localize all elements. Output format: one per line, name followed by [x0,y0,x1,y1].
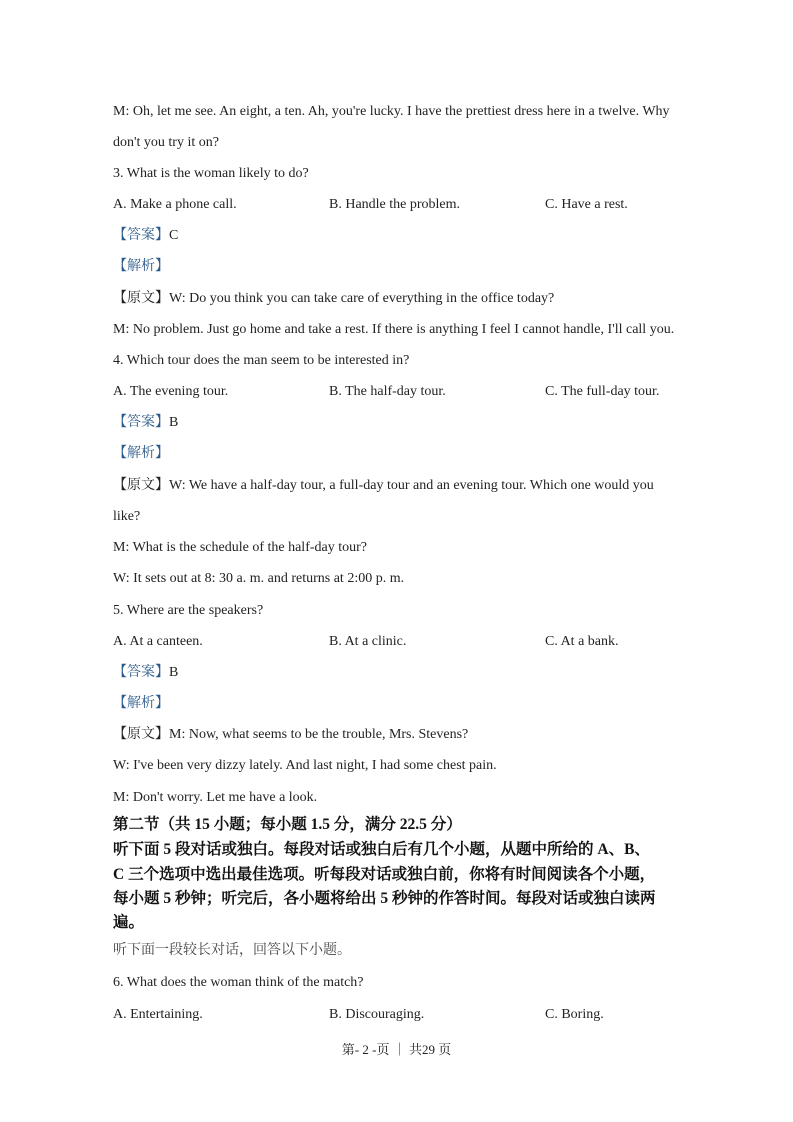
analysis-tag: 【解析】 [113,259,169,274]
option-a: A. Entertaining. [113,1007,203,1022]
section-heading: 第二节（共 15 小题；每小题 1.5 分，满分 22.5 分） [113,816,462,833]
answer-value: B [169,665,179,680]
answer-tag: 【答案】 [113,665,169,680]
option-c: C. Boring. [545,1007,604,1022]
transcript-line: M: What is the schedule of the half-day tour? [113,540,367,555]
option-b: B. Discouraging. [329,1007,425,1022]
transcript-line [113,726,468,744]
answer-tag: 【答案】 [113,228,169,243]
option-a: A. The evening tour. [113,384,229,399]
transcript-line [113,290,554,308]
question-5: 5. Where are the speakers? [113,603,264,618]
transcript-line: M: No problem. Just go home and take a rest. If there is anything I feel I cannot handle, I'll call you. [113,322,675,337]
answer-value: C [169,228,179,243]
original-tag: 【原文】 [113,291,169,306]
question-6: 6. What does the woman think of the match? [113,975,364,990]
answer-tag: 【答案】 [113,415,169,430]
dialogue-directions: 听下面一段较长对话，回答以下小题。 [113,943,351,958]
transcript-text: W: Do you think you can take care of everything in the office today? [169,291,555,306]
answer-value: B [169,415,179,430]
original-tag: 【原文】 [113,478,169,493]
text-line: M: Oh, let me see. An eight, a ten. Ah, you're lucky. I have the prettiest dress here in a twelve. Why [113,104,670,119]
section-instructions: C 三个选项中选出最佳选项。听每段对话或独白前，你将有时间阅读各个小题， [113,866,656,883]
transcript-line: W: I've been very dizzy lately. And last night, I had some chest pain. [113,758,497,773]
answer-line [113,414,178,432]
question-4: 4. Which tour does the man seem to be interested in? [113,353,410,368]
option-c: C. The full-day tour. [545,384,660,399]
section-instructions: 每小题 5 秒钟；听完后，各小题将给出 5 秒钟的作答时间。每段对话或独白读两 [113,890,656,907]
analysis-tag: 【解析】 [113,696,169,711]
option-b: B. At a clinic. [329,634,407,649]
transcript-text: W: We have a half-day tour, a full-day tour and an evening tour. Which one would you [169,478,654,493]
answer-line [113,664,178,682]
option-c: C. Have a rest. [545,197,628,212]
section-instructions: 听下面 5 段对话或独白。每段对话或独白后有几个小题，从题中所给的 A、B、 [113,841,650,858]
option-a: A. At a canteen. [113,634,203,649]
option-c: C. At a bank. [545,634,619,649]
question-3: 3. What is the woman likely to do? [113,166,309,181]
transcript-line: W: It sets out at 8: 30 a. m. and returns at 2:00 p. m. [113,571,405,586]
answer-line [113,227,178,245]
option-b: B. Handle the problem. [329,197,461,212]
analysis-tag: 【解析】 [113,446,169,461]
section-instructions: 遍。 [113,914,145,931]
option-b: B. The half-day tour. [329,384,446,399]
transcript-line: like? [113,509,141,524]
transcript-line: M: Don't worry. Let me have a look. [113,790,318,805]
transcript-line [113,477,654,495]
page-footer: 第- 2 -页 ｜ 共29 页 [341,1042,452,1057]
option-a: A. Make a phone call. [113,197,237,212]
original-tag: 【原文】 [113,727,169,742]
text-line: don't you try it on? [113,135,219,150]
transcript-text: M: Now, what seems to be the trouble, Mrs. Stevens? [169,727,469,742]
